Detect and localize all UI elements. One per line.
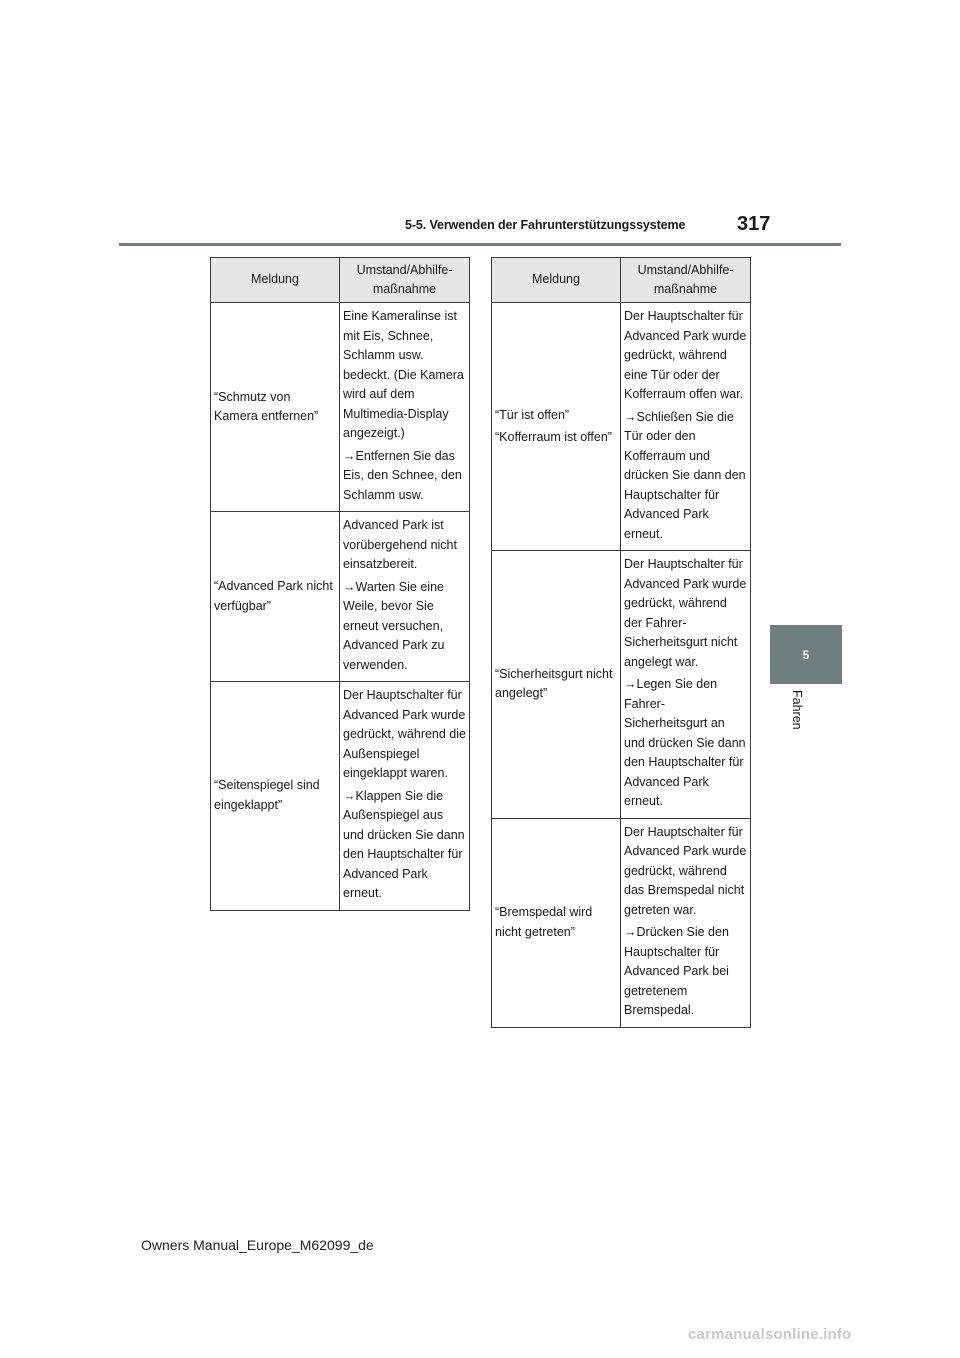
- remedy-text: →Schließen Sie die Tür oder den Kofferraum und drücken Sie dann den Hauptschalter für Advanced Park erneut.: [624, 409, 746, 541]
- message-cell: [211, 682, 340, 911]
- remedy-text: →Legen Sie den Fahrer-Sicherheitsgurt an und drücken Sie dann den Hauptschalter für Advanced Park erneut.: [624, 677, 746, 808]
- condition-cell: [621, 303, 751, 551]
- remedy-text: →Drücken Sie den Hauptschalter für Advanced Park bei getretenem Bremspedal.: [624, 925, 729, 1017]
- condition-text: Eine Kameralinse ist mit Eis, Schnee, Schlamm usw. bedeckt. (Die Kamera wird auf dem Multimedia-Display angezeigt.): [343, 309, 464, 440]
- header-condition: Umstand/Abhilfe-maßnahme: [340, 258, 470, 303]
- table-body: [492, 303, 751, 1028]
- chapter-tab[interactable]: [770, 625, 842, 684]
- table-row: [492, 818, 751, 1027]
- page-number: 317: [737, 213, 771, 235]
- table-row: [211, 682, 470, 911]
- condition-text: Der Hauptschalter für Advanced Park wurde gedrückt, während eine Tür oder der Kofferraum offen war.: [624, 309, 747, 401]
- message-cell: [492, 818, 621, 1027]
- watermark: carmanualsonline.info: [688, 1326, 852, 1343]
- condition-text: Der Hauptschalter für Advanced Park wurde gedrückt, während der Fahrer-Sicherheitsgurt nicht angelegt war.: [624, 557, 747, 669]
- chapter-number: 5: [802, 647, 810, 662]
- message-text: “Schmutz von Kamera entfernen”: [214, 389, 319, 423]
- remedy-text: →Entfernen Sie das Eis, den Schnee, den Schlamm usw.: [343, 448, 462, 502]
- table-body: [211, 303, 470, 911]
- messages-table-right: [491, 257, 751, 1028]
- message-text: “Sicherheitsgurt nicht angelegt”: [495, 666, 613, 701]
- condition-text: Der Hauptschalter für Advanced Park wurde gedrückt, während das Bremspedal nicht getreten war.: [624, 824, 747, 917]
- message-cell: [492, 303, 621, 551]
- message-cell: [211, 512, 340, 682]
- header-message: Meldung: [492, 258, 621, 303]
- table-row: [492, 303, 751, 551]
- condition-cell: [621, 551, 751, 819]
- table-header-row: [492, 258, 751, 303]
- message-cell: [492, 551, 621, 819]
- condition-cell: [340, 512, 470, 682]
- message-text: “Tür ist offen”: [495, 407, 570, 422]
- table-row: [492, 551, 751, 819]
- table-row: [211, 303, 470, 512]
- message-text: “Seitenspiegel sind eingeklappt”: [214, 778, 320, 812]
- remedy-text: →Klappen Sie die Außenspiegel aus und drücken Sie dann den Hauptschalter für Advanced Park erneut.: [343, 788, 465, 900]
- header-divider: [119, 243, 841, 246]
- condition-text: Der Hauptschalter für Advanced Park wurde gedrückt, während die Außenspiegel eingeklappt waren.: [343, 688, 466, 780]
- chapter-label: Fahren: [790, 690, 804, 730]
- section-title: 5-5. Verwenden der Fahrunterstützungssysteme: [405, 218, 686, 232]
- message-text: “Advanced Park nicht verfügbar”: [214, 579, 333, 613]
- message-text: “Kofferraum ist offen”: [495, 430, 612, 444]
- table-row: [211, 512, 470, 682]
- document-footer: Owners Manual_Europe_M62099_de: [141, 1237, 374, 1253]
- messages-table-left: [210, 257, 470, 911]
- condition-cell: [340, 303, 470, 512]
- remedy-text: →Warten Sie eine Weile, bevor Sie erneut versuchen, Advanced Park zu verwenden.: [343, 579, 445, 672]
- header-message: Meldung: [211, 258, 340, 303]
- condition-text: Advanced Park ist vorübergehend nicht einsatzbereit.: [343, 518, 457, 571]
- header-condition: Umstand/Abhilfe-maßnahme: [621, 258, 751, 303]
- message-cell: [211, 303, 340, 512]
- condition-cell: [621, 818, 751, 1027]
- table-header-row: [211, 258, 470, 303]
- condition-cell: [340, 682, 470, 911]
- message-text: “Bremspedal wird nicht getreten”: [495, 905, 593, 939]
